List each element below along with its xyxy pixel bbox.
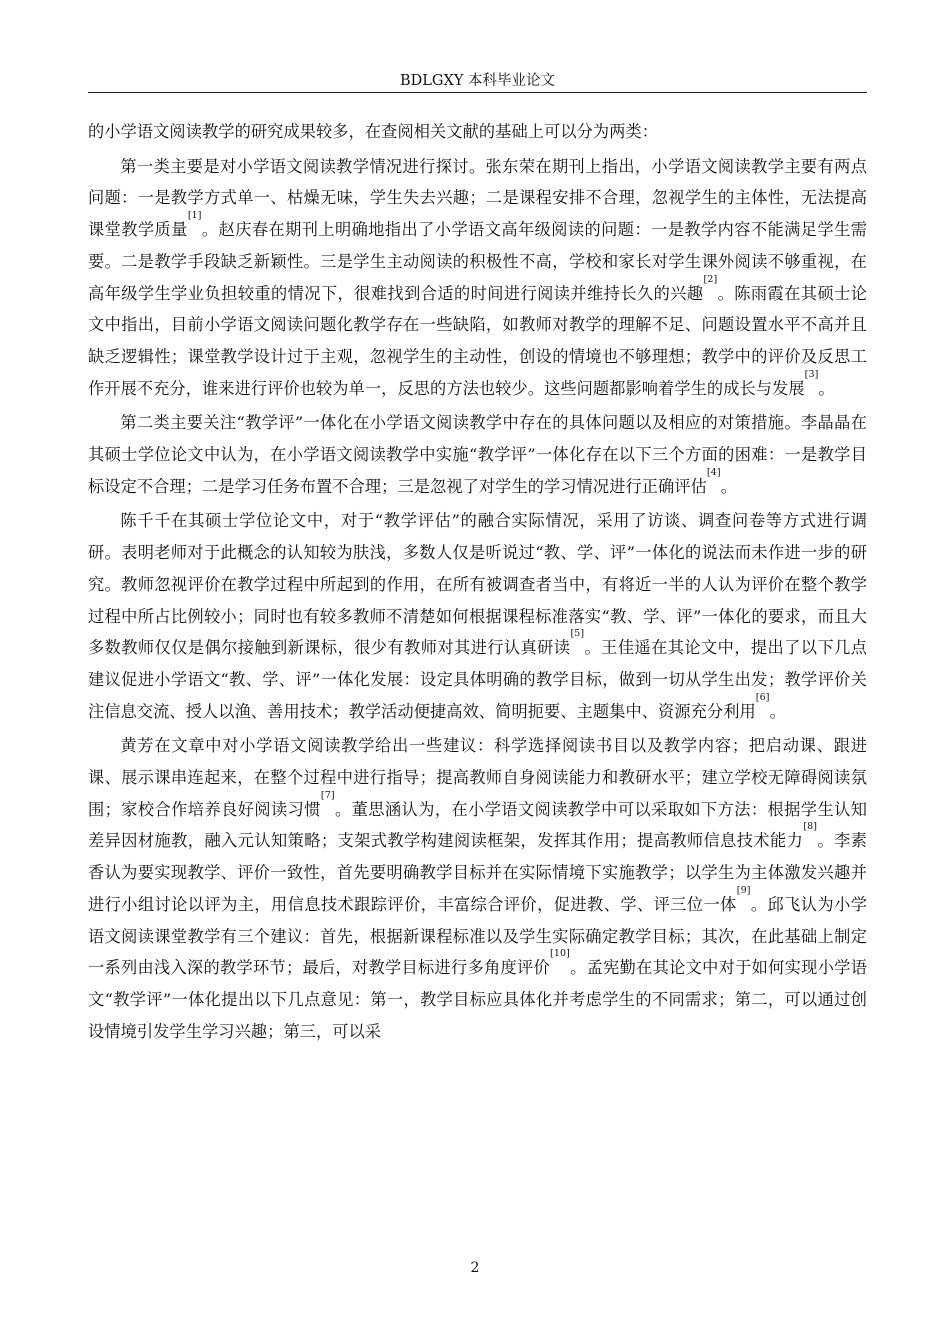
citation-ref: [6] — [755, 691, 770, 703]
header-rule — [88, 92, 867, 93]
citation-ref: [4] — [706, 466, 721, 478]
paragraph — [88, 151, 867, 405]
citation-ref: [9] — [736, 884, 751, 896]
paragraph — [88, 505, 867, 727]
citation-ref: [1] — [187, 210, 202, 222]
citation-ref: [10] — [550, 948, 570, 960]
running-header: BDLGXY 本科毕业论文 — [400, 73, 555, 89]
paragraph-text: 。 — [720, 476, 737, 496]
paragraph-text: 。 — [818, 378, 835, 398]
paragraph-text: 。李素香认为要实现教学、评价一致性，首先要明确教学目标并在实际情境下实施教学；以学生为主体激发兴趣并进行小组讨论以评为主，用信息技术跟踪评价，丰富综合评价，促进教、学、评三位一体 — [88, 831, 867, 914]
paragraph-text: 第一类主要是对小学语文阅读教学情况进行探讨。张东荣在期刊上指出，小学语文阅读教学主要有两点问题：一是教学方式单一、枯燥无味，学生失去兴趣；二是课程安排不合理，忽视学生的主体性，无法提高课堂教学质量 — [88, 156, 867, 240]
paragraph-text: 。孟宪勤在其论文中对于如何实现小学语文“教学评”一体化提出以下几点意见：第一，教学目标应具体化并考虑学生的不同需求；第二，可以通过创设情境引发学生学习兴趣；第三，可以采 — [88, 958, 867, 1041]
paragraph — [88, 730, 867, 1047]
paragraph-text: 。董思涵认为，在小学语文阅读教学中可以采取如下方法：根据学生认知差异因材施教，融入元认知策略；支架式教学构建阅读框架，发挥其作用；提高教师信息技术能力 — [88, 799, 867, 851]
paragraph-text: 第二类主要关注“教学评”一体化在小学语文阅读教学中存在的具体问题以及相应的对策措施。李晶晶在其硕士学位论文中认为，在小学语文阅读教学中实施“教学评”一体化存在以下三个方面的困难：一是教学目标设定不合理；二是学习任务布置不合理；三是忽视了对学生的学习情况进行正确评估 — [88, 413, 867, 496]
citation-ref: [3] — [804, 368, 819, 380]
paragraph-text: 陈千千在其硕士学位论文中，对于“教学评估”的融合实际情况，采用了访谈、调查问卷等方式进行调研。表明老师对于此概念的认知较为肤浅，多数人仅是听说过“教、学、评”一体化的说法而未作进一步的研究。教师忽视评价在教学过程中所起到的作用，在所有被调查者当中，有将近一半的人认为评价在整个教学过程中所占比例较小；同时也有较多教师不清楚如何根据课程标准落实“教、学、评”一体化的要求，而且大多数教师仅仅是偶尔接触到新课标，很少有教师对其进行认真研读 — [88, 511, 867, 658]
paragraph-text: 的小学语文阅读教学的研究成果较多，在查阅相关文献的基础上可以分为两类： — [88, 122, 659, 141]
paragraph — [88, 116, 867, 148]
paragraph-text: 。王佳遥在其论文中，提出了以下几点建议促进小学语文“教、学、评”一体化发展：设定具体明确的教学目标，做到一切从学生出发；教学评价关注信息交流、授人以渔、善用技术；教学活动便捷高效、简明扼要、主题集中、资源充分利用 — [88, 638, 868, 721]
citation-ref: [5] — [570, 628, 585, 640]
paragraph — [88, 407, 867, 502]
paragraph-text: 。邱飞认为小学语文阅读课堂教学有三个建议：首先，根据新课程标准以及学生实际确定教学目标；其次，在此基础上制定一系列由浅入深的教学环节；最后，对教学目标进行多角度评价 — [88, 894, 867, 978]
citation-ref: [2] — [703, 273, 718, 285]
paragraph-text: 。陈雨霞在其硕士论文中指出，目前小学语文阅读问题化教学存在一些缺陷，如教师对教学的理解不足、问题设置水平不高并且缺乏逻辑性；课堂教学设计过于主观，忽视学生的主动性，创设的情境也不够理想；教学中的评价及反思工作开展不充分，谁来进行评价也较为单一，反思的方法也较少。这些问题都影响着学生的成长与发展 — [88, 283, 867, 398]
paragraph-text: 黄芳在文章中对小学语文阅读教学给出一些建议：科学选择阅读书目以及教学内容；把启动课、跟进课、展示课串连起来，在整个过程中进行指导；提高教师自身阅读能力和教研水平；建立学校无障碍阅读氛围；家校合作培养良好阅读习惯 — [88, 736, 867, 819]
paragraph-text: 。赵庆春在期刊上明确地指出了小学语文高年级阅读的问题：一是教学内容不能满足学生需要。二是教学手段缺乏新颖性。三是学生主动阅读的积极性不高，学校和家长对学生课外阅读不够重视，在高年级学生学业负担较重的情况下，很难找到合适的时间进行阅读并维持长久的兴趣 — [88, 220, 867, 303]
citation-ref: [8] — [803, 821, 818, 833]
citation-ref: [7] — [320, 789, 335, 801]
paragraph-text: 。 — [769, 701, 786, 721]
page-number: 2 — [470, 1260, 480, 1276]
body-text — [88, 116, 867, 1047]
